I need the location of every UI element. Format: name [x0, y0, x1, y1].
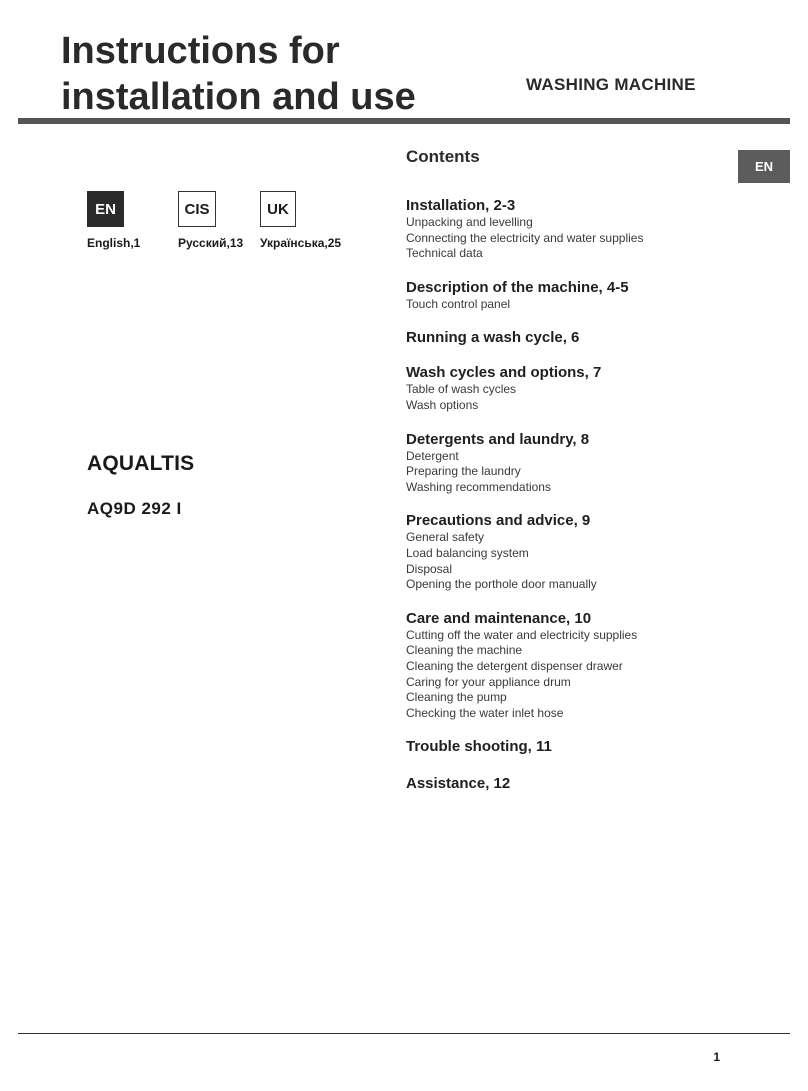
language-tab: EN	[738, 150, 790, 183]
toc-section	[406, 363, 736, 413]
toc-section-title[interactable]: Description of the machine, 4-5	[406, 278, 629, 296]
toc-subitem[interactable]: Checking the water inlet hose	[406, 705, 564, 720]
toc-subitem[interactable]: Disposal	[406, 561, 453, 576]
toc-subitem[interactable]: Cleaning the machine	[406, 643, 523, 658]
toc-subitem[interactable]: Unpacking and levelling	[406, 215, 533, 229]
title-line-2: installation and use	[61, 76, 416, 118]
toc-section-title[interactable]: Trouble shooting, 11	[406, 738, 552, 756]
toc-subitem[interactable]: Opening the porthole door manually	[406, 577, 597, 592]
language-box-cis[interactable]: CIS	[178, 191, 216, 227]
language-box-uk[interactable]: UK	[260, 191, 296, 227]
toc-section	[406, 430, 736, 496]
toc-subitem[interactable]: Load balancing system	[406, 545, 529, 560]
toc-subitem[interactable]: Cleaning the pump	[406, 690, 507, 705]
toc-subitem[interactable]: Preparing the laundry	[406, 464, 521, 479]
document-subtitle: WASHING MACHINE	[526, 75, 696, 94]
toc-subitem[interactable]: Connecting the electricity and water supplies	[406, 230, 644, 245]
toc-section-title[interactable]: Precautions and advice, 9	[406, 512, 591, 530]
toc-section	[406, 196, 736, 262]
toc-subitem[interactable]: Washing recommendations	[406, 479, 551, 494]
toc-subitem[interactable]: Table of wash cycles	[406, 382, 517, 397]
language-label-en[interactable]: English,1	[87, 236, 141, 250]
footer-rule	[18, 1033, 790, 1034]
document-title	[61, 28, 416, 120]
toc-subitem[interactable]: Cleaning the detergent dispenser drawer	[406, 658, 623, 673]
toc-section-title[interactable]: Installation, 2-3	[406, 197, 516, 214]
brand-name: AQUALTIS	[87, 452, 195, 475]
toc-section	[406, 511, 736, 592]
toc-section	[406, 737, 736, 756]
page-number: 1	[713, 1050, 720, 1064]
toc-section	[406, 278, 736, 313]
toc-section	[406, 328, 736, 347]
toc-section	[406, 609, 736, 722]
toc-section-title[interactable]: Care and maintenance, 10	[406, 609, 592, 627]
model-number: AQ9D 292 I	[87, 499, 182, 518]
toc-section-title[interactable]: Wash cycles and options, 7	[406, 364, 602, 382]
language-box-en[interactable]: EN	[87, 191, 124, 227]
toc-section-title[interactable]: Assistance, 12	[406, 775, 511, 793]
language-label-cis[interactable]: Русский,13	[178, 236, 244, 250]
contents-heading: Contents	[406, 147, 480, 166]
toc-subitem[interactable]: Detergent	[406, 448, 459, 463]
toc-subitem[interactable]: Technical data	[406, 246, 483, 261]
title-line-1: Instructions for	[61, 30, 340, 72]
toc-subitem[interactable]: Cutting off the water and electricity supplies	[406, 627, 638, 642]
toc-subitem[interactable]: Touch control panel	[406, 296, 511, 311]
toc-subitem[interactable]: Wash options	[406, 397, 479, 412]
toc-section-title[interactable]: Running a wash cycle, 6	[406, 329, 580, 347]
toc-subitem[interactable]: General safety	[406, 530, 485, 545]
toc-section	[406, 774, 736, 793]
table-of-contents	[406, 180, 736, 793]
toc-subitem[interactable]: Caring for your appliance drum	[406, 674, 571, 689]
language-label-uk[interactable]: Українська,25	[260, 236, 342, 250]
toc-section-title[interactable]: Detergents and laundry, 8	[406, 430, 590, 448]
header-rule	[18, 118, 790, 124]
